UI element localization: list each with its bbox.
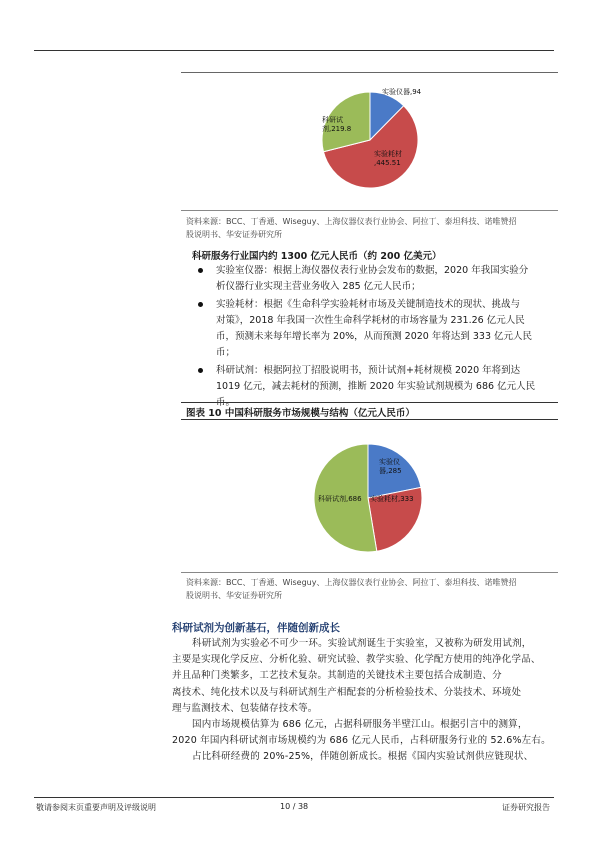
- page-number: 10 / 38: [280, 802, 309, 811]
- figure10-title: 图表 10 中国科研服务市场规模与结构（亿元人民币）: [186, 408, 415, 419]
- pie-label-1: 实验仪器,94: [382, 88, 422, 96]
- source-note-2: [186, 576, 558, 602]
- paragraph-3: [172, 749, 558, 765]
- source-note-2-line2: 股说明书、华安证券研究所: [186, 591, 282, 600]
- bullet-dot: [198, 368, 203, 373]
- subheading: 科研服务行业国内约 1300 亿元人民币（约 200 亿美元）: [192, 251, 442, 262]
- source-note-1-line1: 资料来源：BCC、丁香通、Wiseguy、上海仪器仪表行业协会、阿拉丁、泰坦科技、诺唯赞招: [186, 217, 517, 226]
- bullet-line: 实验耗材：根据《生命科学实验耗材市场及关键制造技术的现状、挑战与: [216, 299, 521, 310]
- paragraph-1: [172, 636, 558, 717]
- paragraph-2: [172, 717, 558, 749]
- paragraph-line: 占比科研经费的 20%-25%，伴随创新成长。根据《国内实验试剂供应链现状、: [192, 751, 534, 763]
- paragraph-line: 主要是实现化学反应、分析化验、研究试验、教学实验、化学配方使用的纯净化学品、: [172, 654, 541, 666]
- paragraph-line: 科研试剂为实验必不可少一环。实验试剂诞生于实验室，又被称为研发用试剂，: [192, 638, 532, 649]
- pie-chart-1: [300, 82, 450, 212]
- pie-label-3: 科研试剂,219.8: [322, 116, 352, 133]
- pie-label-2: 实验耗材,445.51: [374, 150, 402, 167]
- pie1-slices: [322, 92, 418, 188]
- bullet-line: 科研试剂：根据阿拉丁招股说明书，预计试剂+耗材规模 2020 年将到达: [216, 365, 521, 376]
- figure-bottom-rule: [181, 210, 558, 211]
- pie-label-2: 实验耗材,333: [370, 495, 414, 503]
- figure-top-rule: [181, 72, 558, 73]
- footer-disclaimer: 敬请参阅末页重要声明及评级说明: [36, 803, 156, 812]
- body-text: [172, 636, 558, 766]
- pie-label-3: 科研试剂,686: [318, 495, 362, 503]
- paragraph-line: 2020 年国内科研试剂市场规模约为 686 亿元人民币，占科研服务行业的 52.6%左右。: [172, 735, 551, 747]
- bullet-line: 币。: [216, 397, 236, 408]
- source-note-2-line1: 资料来源：BCC、丁香通、Wiseguy、上海仪器仪表行业协会、阿拉丁、泰坦科技、诺唯赞招: [186, 578, 517, 587]
- bullet-line: 币，预测未来每年增长率为 20%，从而预测 2020 年将达到 333 亿元人民: [216, 331, 533, 342]
- footer-rule: [34, 797, 554, 798]
- bullet-item-instruments: [198, 263, 558, 295]
- figure10-top-rule: [181, 402, 558, 403]
- bullet-line: 1019 亿元，减去耗材的预测，推断 2020 年实验试剂规模为 686 亿元人民: [216, 381, 536, 392]
- footer-report-type: 证券研究报告: [502, 803, 550, 812]
- paragraph-line: 并且品种门类繁多，工艺技术复杂。其制造的关键技术主要包括合成制造、分: [172, 670, 502, 682]
- figure10-title-rule: [181, 419, 558, 420]
- bullet-item-consumables: [198, 297, 558, 361]
- paragraph-line: 国内市场规模估算为 686 亿元，占据科研服务半壁江山。根据引言中的测算，: [192, 719, 528, 731]
- paragraph-line: 离技术、纯化技术以及与科研试剂生产相配套的分析检验技术、分装技术、环境处: [172, 686, 522, 698]
- section-title: 科研试剂为创新基石，伴随创新成长: [172, 622, 340, 634]
- bullet-item-reagents: [198, 363, 558, 411]
- bullet-dot: [198, 302, 203, 307]
- source-note-1: [186, 215, 558, 241]
- paragraph-line: 理与监测技术、包装储存技术等。: [172, 702, 318, 714]
- bullet-line: 析仪器行业实现主营业务收入 285 亿元人民币；: [216, 281, 421, 292]
- pie-label-1: 实验仪器,285: [379, 458, 402, 475]
- bullet-line: 币；: [216, 347, 236, 358]
- bullet-line: 对策》，2018 年我国一次性生命科学耗材的市场容量为 231.26 亿元人民: [216, 315, 525, 326]
- bullet-dot: [198, 268, 203, 273]
- source-note-1-line2: 股说明书、华安证券研究所: [186, 230, 282, 239]
- bullet-line: 实验室仪器：根据上海仪器仪表行业协会发布的数据，2020 年我国实验分: [216, 265, 529, 276]
- figure10-bottom-rule: [181, 572, 558, 573]
- header-rule: [34, 50, 554, 51]
- bullet-list: [198, 263, 558, 411]
- pie-chart-2: [300, 440, 440, 570]
